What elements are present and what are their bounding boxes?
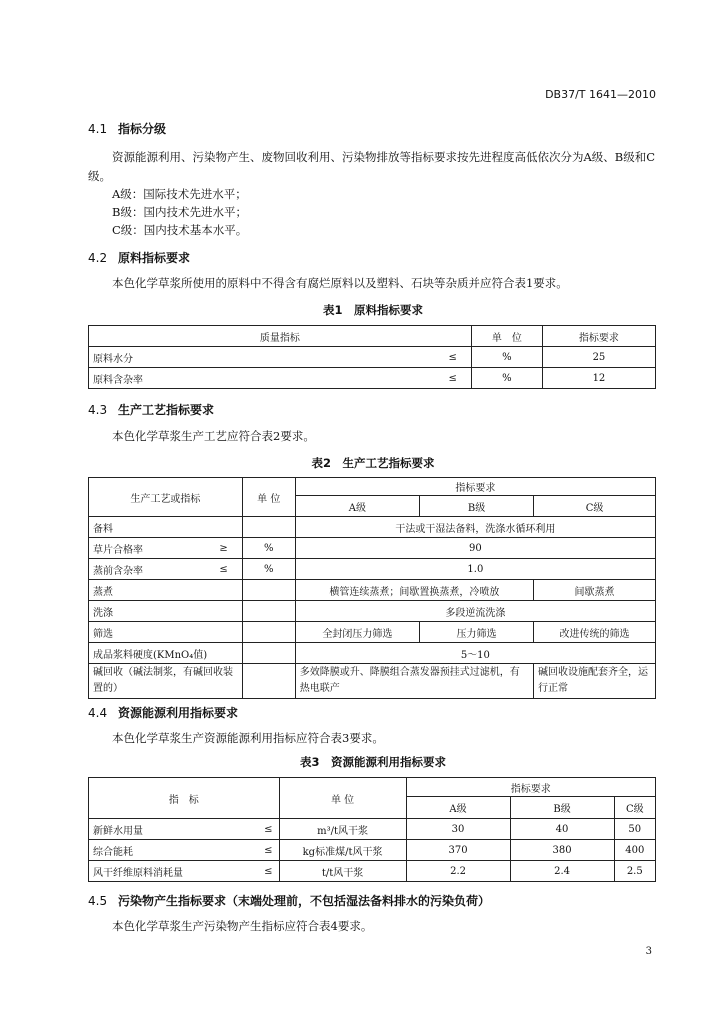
table-cell: 2.4 [510,861,614,882]
page-number: 3 [645,946,652,957]
table-cell: ≤ [249,861,280,882]
table-cell: 洗涤 [89,601,243,622]
table-cell: ≤ [413,368,472,389]
table-header: 单 位 [471,326,542,347]
table-1-caption: 表1 原料指标要求 [322,303,423,317]
table-cell: 多效降膜或升、降膜组合蒸发器预挂式过滤机，有热电联产 [295,664,533,699]
table-cell: 横管连续蒸煮；间歇置换蒸煮，冷喷放 [295,580,533,601]
table-header: B级 [510,797,614,819]
table-cell: 碱回收（碱法制浆，有碱回收装置的） [89,664,243,699]
table-cell: 原料水分 [89,347,413,368]
standard-number: DB37/T 1641—2010 [545,88,656,101]
table-cell: 12 [542,368,655,389]
table-cell [242,643,295,664]
section-4-3-heading [88,401,214,418]
table-cell: % [471,347,542,368]
table-cell [242,580,295,601]
section-4-2-paragraph: 本色化学草浆所使用的原料中不得含有腐烂原料以及塑料、石块等杂质并应符合表1要求。 [112,276,568,290]
table-1 [88,325,656,389]
table-row [89,601,656,622]
table-row [89,368,656,389]
section-title: 污染物产生指标要求（末端处理前，不包括湿法备料排水的污染负荷） [118,894,491,908]
table-header: 质量指标 [89,326,472,347]
table-cell: 间歇蒸煮 [534,580,656,601]
section-title: 指标分级 [118,122,167,136]
table-cell [242,517,295,538]
table-cell: 风干纤维原料消耗量 [89,861,249,882]
table-header: 指标要求 [295,478,655,496]
table-cell: 380 [510,840,614,861]
section-title: 资源能源利用指标要求 [118,706,239,720]
table-header: C级 [534,496,656,517]
table-cell: 原料含杂率 [89,368,413,389]
table-row [89,559,656,580]
table-cell: 碱回收设施配套齐全，运行正常 [534,664,656,699]
table-cell: m³/t风干浆 [279,819,406,840]
table-cell: ≤ [249,819,280,840]
section-4-4-heading [88,704,238,721]
section-number: 4.2 [88,251,108,265]
table-cell: 多段逆流洗涤 [295,601,655,622]
table-3 [88,777,656,882]
level-c-description: C级：国内技术基本水平。 [112,223,248,237]
table-cell: kg标准煤/t风干浆 [279,840,406,861]
level-a-description: A级：国际技术先进水平； [112,187,247,201]
table-cell: ≥ [194,538,243,559]
section-4-4-paragraph: 本色化学草浆生产资源能源利用指标应符合表3要求。 [112,731,384,745]
table-cell: 成品浆料硬度(KMnO₄值) [89,643,243,664]
table-cell: % [471,368,542,389]
table-row [89,643,656,664]
table-cell: 蒸煮 [89,580,243,601]
section-number: 4.4 [88,706,108,720]
table-2-caption: 表2 生产工艺指标要求 [311,456,435,470]
table-header: 单 位 [242,478,295,517]
table-cell: 压力筛选 [420,622,534,643]
section-number: 4.5 [88,894,108,908]
table-cell: 30 [406,819,510,840]
table-cell: 1.0 [295,559,655,580]
table-row [89,664,656,699]
table-header: C级 [614,797,655,819]
table-2 [88,477,656,699]
level-b-description: B级：国内技术先进水平； [112,205,247,219]
section-title: 生产工艺指标要求 [118,403,215,417]
section-4-5-paragraph: 本色化学草浆生产污染物产生指标应符合表4要求。 [112,919,373,933]
table-cell: ≤ [249,840,280,861]
table-cell: 全封闭压力筛选 [295,622,419,643]
table-cell: 蒸前含杂率 [89,559,194,580]
section-number: 4.1 [88,122,108,136]
section-4-1-paragraph: 资源能源利用、污染物产生、废物回收利用、污染物排放等指标要求按先进程度高低依次分为A级、B级和C级。 [88,150,656,183]
section-4-2-heading [88,249,190,266]
table-row [89,622,656,643]
table-cell: 50 [614,819,655,840]
section-number: 4.3 [88,403,108,417]
table-cell: 新鲜水用量 [89,819,249,840]
table-cell: t/t风干浆 [279,861,406,882]
table-header: B级 [420,496,534,517]
table-cell: 25 [542,347,655,368]
table-cell [242,622,295,643]
table-row [89,538,656,559]
section-4-3-paragraph: 本色化学草浆生产工艺应符合表2要求。 [112,429,315,443]
table-row [89,861,656,882]
table-row [89,840,656,861]
table-cell: 40 [510,819,614,840]
table-cell: ≤ [413,347,472,368]
table-cell: 干法或干湿法备料，洗涤水循环利用 [295,517,655,538]
table-cell: 370 [406,840,510,861]
table-3-caption: 表3 资源能源利用指标要求 [299,755,446,769]
section-4-5-heading [88,892,490,909]
table-cell [242,601,295,622]
table-cell: % [242,559,295,580]
table-cell: 2.2 [406,861,510,882]
section-4-1-heading [88,120,166,137]
table-cell: 改进传统的筛选 [534,622,656,643]
table-header: 生产工艺或指标 [89,478,243,517]
table-cell: 400 [614,840,655,861]
table-row [89,517,656,538]
table-cell: 90 [295,538,655,559]
table-row [89,347,656,368]
table-cell: 草片合格率 [89,538,194,559]
table-cell: 综合能耗 [89,840,249,861]
table-row [89,819,656,840]
table-header: 指标要求 [542,326,655,347]
table-header: A级 [406,797,510,819]
table-cell: 2.5 [614,861,655,882]
table-cell [242,664,295,699]
table-header: 指标要求 [406,778,655,797]
table-cell: ≤ [194,559,243,580]
table-header: 指 标 [89,778,280,819]
table-cell: % [242,538,295,559]
section-title: 原料指标要求 [118,251,191,265]
table-cell: 筛选 [89,622,243,643]
table-row [89,580,656,601]
table-header: A级 [295,496,419,517]
table-cell: 备料 [89,517,243,538]
table-header: 单 位 [279,778,406,819]
table-cell: 5～10 [295,643,655,664]
